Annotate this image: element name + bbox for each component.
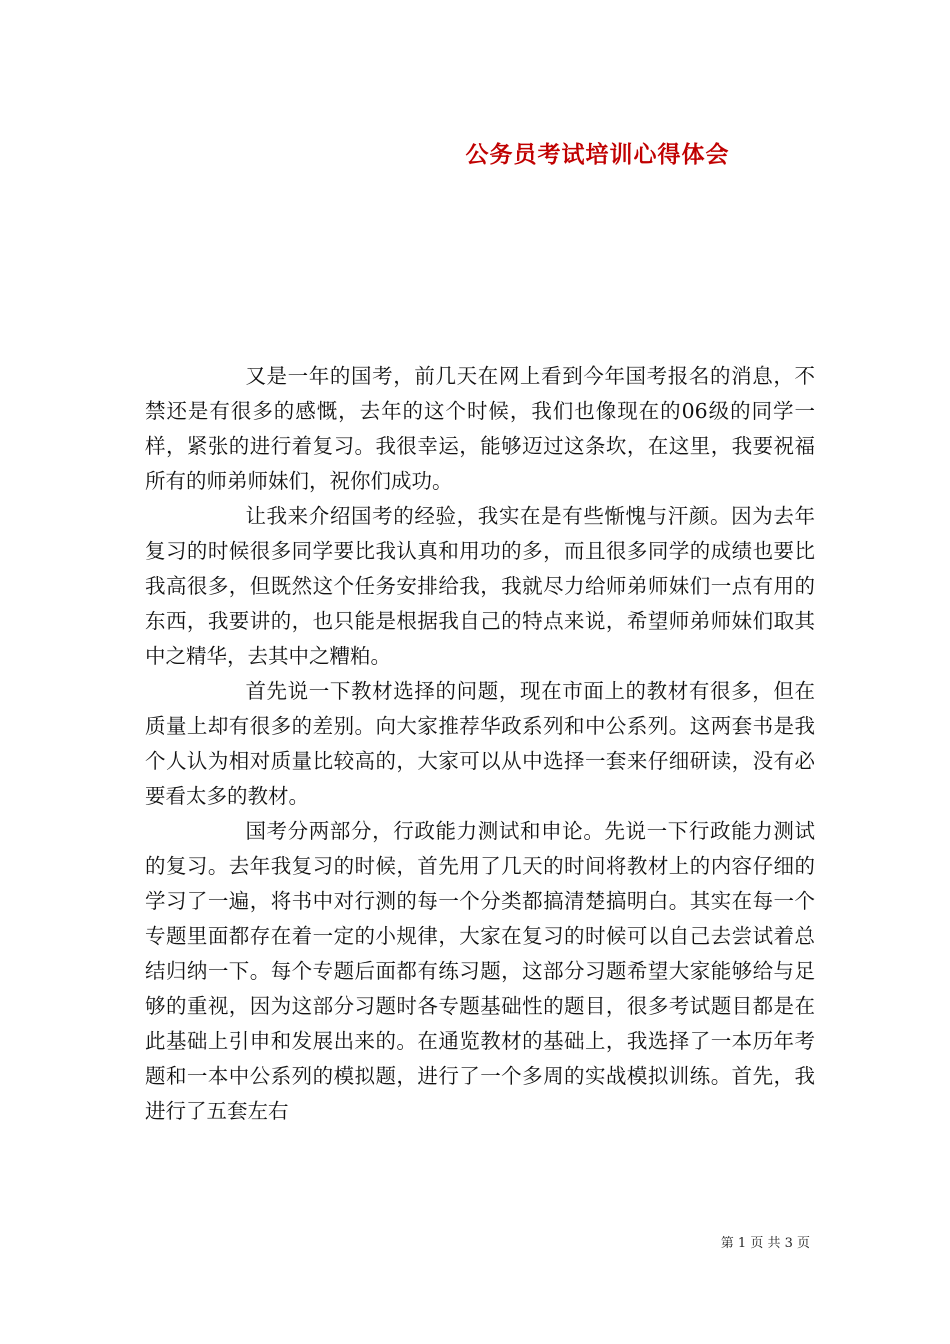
document-title: 公务员考试培训心得体会 — [465, 141, 730, 168]
paragraph: 让我来介绍国考的经验，我实在是有些惭愧与汗颜。因为去年复习的时候很多同学要比我认真和用功的多，而且很多同学的成绩也要比我高很多，但既然这个任务安排给我，我就尽力给师弟师妹们一点有用的东西，我要讲的，也只能是根据我自己的特点来说，希望师弟师妹们取其中之精华，去其中之糟粕。 — [145, 504, 815, 668]
document-body — [145, 359, 815, 1129]
paragraph: 首先说一下教材选择的问题，现在市面上的教材有很多，但在质量上却有很多的差别。向大家推荐华政系列和中公系列。这两套书是我个人认为相对质量比较高的，大家可以从中选择一套来仔细研读，没有必要看太多的教材。 — [145, 679, 815, 808]
page-number: 第 1 页 共 3 页 — [720, 1236, 810, 1251]
paragraph: 国考分两部分，行政能力测试和申论。先说一下行政能力测试的复习。去年我复习的时候，首先用了几天的时间将教材上的内容仔细的学习了一遍，将书中对行测的每一个分类都搞清楚搞明白。其实在每一个专题里面都存在着一定的小规律，大家在复习的时候可以自己去尝试着总结归纳一下。每个专题后面都有练习题，这部分习题希望大家能够给与足够的重视，因为这部分习题时各专题基础性的题目，很多考试题目都是在此基础上引申和发展出来的。在通览教材的基础上，我选择了一本历年考题和一本中公系列的模拟题，进行了一个多周的实战模拟训练。首先，我进行了五套左右 — [145, 819, 815, 1123]
paragraph: 又是一年的国考，前几天在网上看到今年国考报名的消息，不禁还是有很多的感慨，去年的这个时候，我们也像现在的06级的同学一样，紧张的进行着复习。我很幸运，能够迈过这条坎，在这里，我要祝福所有的师弟师妹们，祝你们成功。 — [145, 364, 815, 493]
